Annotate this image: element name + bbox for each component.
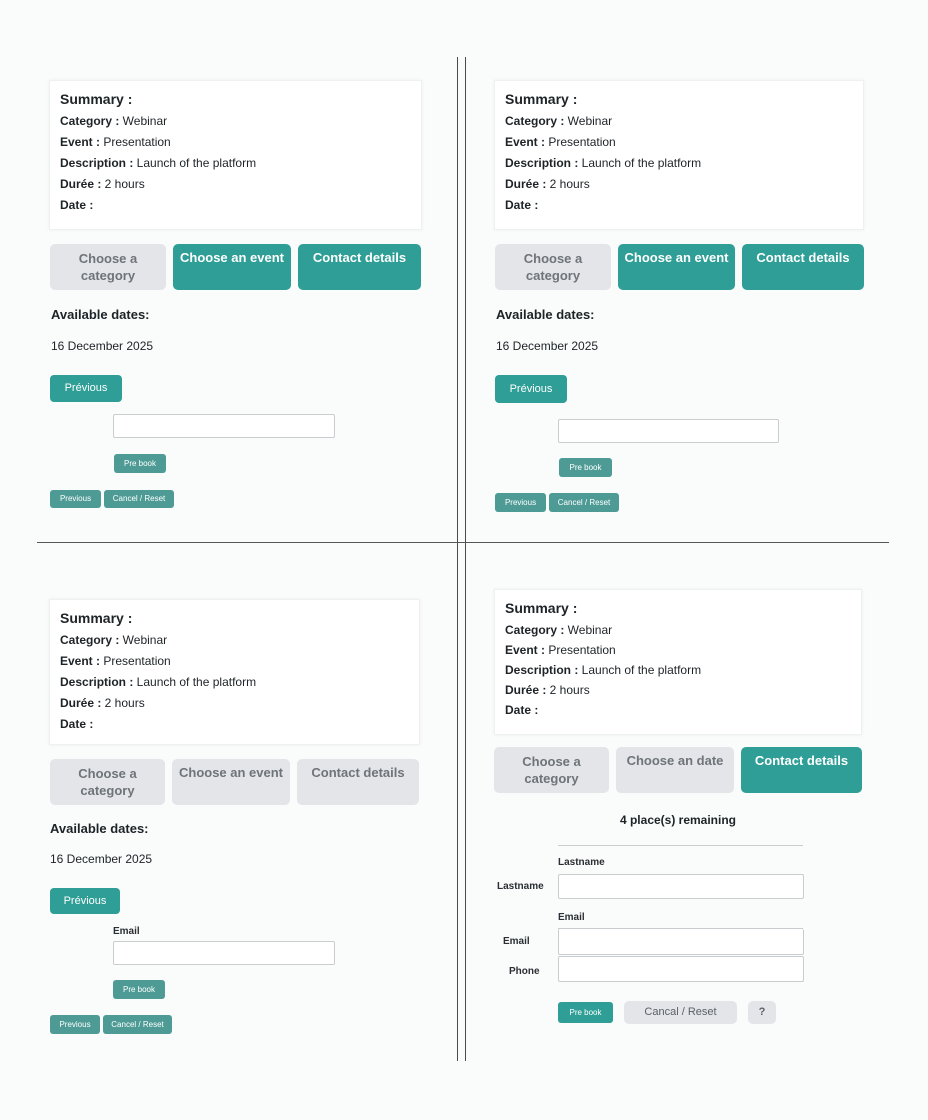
email-input[interactable] (558, 929, 804, 955)
places-remaining: 4 place(s) remaining (619, 813, 737, 827)
summary-duration: Durée : 2 hours (60, 177, 145, 191)
text-input[interactable] (113, 414, 335, 438)
email-input[interactable] (113, 941, 335, 965)
lastname-side-label: Lastname (497, 881, 544, 892)
available-dates-title: Available dates: (51, 307, 150, 322)
separator-line (558, 845, 803, 846)
prebook-button[interactable]: Pre book (559, 458, 612, 477)
horizontal-divider (37, 542, 889, 543)
phone-input[interactable] (558, 956, 804, 982)
summary-category: Category : Webinar (505, 114, 613, 128)
summary-title: Summary : (60, 91, 133, 107)
summary-description: Description : Launch of the platform (505, 663, 702, 677)
tab-contact-details[interactable]: Contact details (298, 244, 421, 290)
available-date-item[interactable]: 16 December 2025 (496, 339, 599, 353)
prebook-button[interactable]: Pre book (114, 454, 166, 473)
cancel-reset-button[interactable]: Cancal / Reset (624, 1001, 737, 1024)
tab-choose-event[interactable]: Choose an event (172, 759, 290, 805)
cancel-reset-button[interactable]: Cancel / Reset (549, 493, 619, 512)
lastname-top-label: Lastname (558, 857, 605, 868)
summary-title: Summary : (60, 610, 133, 626)
summary-description: Description : Launch of the platform (60, 156, 257, 170)
summary-date: Date : (60, 198, 94, 212)
text-input[interactable] (558, 419, 779, 443)
available-dates-title: Available dates: (50, 821, 149, 836)
summary-card (49, 80, 422, 230)
summary-duration: Durée : 2 hours (60, 696, 145, 710)
summary-date: Date : (60, 717, 94, 731)
summary-category: Category : Webinar (60, 633, 168, 647)
prebook-button[interactable]: Pre book (113, 980, 165, 999)
previous-button[interactable]: Prévious (495, 375, 567, 403)
summary-duration: Durée : 2 hours (505, 683, 590, 697)
summary-event: Event : Presentation (60, 654, 171, 668)
available-date-item[interactable]: 16 December 2025 (50, 852, 153, 866)
available-date-item[interactable]: 16 December 2025 (51, 339, 154, 353)
lastname-input[interactable] (558, 874, 804, 899)
summary-description: Description : Launch of the platform (505, 156, 702, 170)
summary-card (494, 80, 864, 230)
tab-choose-event[interactable]: Choose an event (173, 244, 291, 290)
previous-small-button[interactable]: Previous (50, 490, 101, 508)
prebook-button[interactable]: Pre book (558, 1002, 613, 1023)
tab-choose-category[interactable]: Choose a category (495, 244, 611, 290)
summary-duration: Durée : 2 hours (505, 177, 590, 191)
summary-date: Date : (505, 198, 539, 212)
vertical-divider-right (465, 57, 466, 1061)
tab-contact-details[interactable]: Contact details (297, 759, 419, 805)
tab-contact-details[interactable]: Contact details (741, 747, 862, 793)
tab-choose-event[interactable]: Choose an event (618, 244, 735, 290)
tab-choose-category[interactable]: Choose a category (494, 747, 609, 793)
step-tabs (494, 747, 862, 793)
cancel-reset-button[interactable]: Cancel / Reset (104, 490, 174, 508)
tab-choose-date[interactable]: Choose an date (616, 747, 734, 793)
summary-event: Event : Presentation (505, 135, 616, 149)
email-top-label: Email (558, 912, 585, 923)
tab-choose-category[interactable]: Choose a category (50, 244, 166, 290)
tab-contact-details[interactable]: Contact details (742, 244, 864, 290)
summary-event: Event : Presentation (505, 643, 616, 657)
step-tabs (50, 244, 421, 290)
summary-card (49, 599, 420, 745)
summary-event: Event : Presentation (60, 135, 171, 149)
phone-label: Phone (509, 966, 540, 977)
previous-button[interactable]: Prévious (50, 375, 122, 402)
help-button[interactable]: ? (748, 1001, 776, 1024)
summary-card (494, 589, 862, 735)
tab-choose-category[interactable]: Choose a category (50, 759, 165, 805)
summary-date: Date : (505, 703, 539, 717)
previous-button[interactable]: Prévious (50, 888, 120, 914)
summary-category: Category : Webinar (505, 623, 613, 637)
summary-description: Description : Launch of the platform (60, 675, 257, 689)
email-label: Email (113, 926, 140, 937)
previous-small-button[interactable]: Previous (495, 493, 546, 512)
step-tabs (495, 244, 864, 290)
available-dates-title: Available dates: (496, 307, 595, 322)
summary-category: Category : Webinar (60, 114, 168, 128)
previous-small-button[interactable]: Previous (50, 1015, 100, 1034)
email-side-label: Email (503, 936, 530, 947)
step-tabs (50, 759, 419, 805)
vertical-divider-left (457, 57, 458, 1061)
summary-title: Summary : (505, 600, 578, 616)
summary-title: Summary : (505, 91, 578, 107)
cancel-reset-button[interactable]: Cancel / Reset (103, 1015, 172, 1034)
